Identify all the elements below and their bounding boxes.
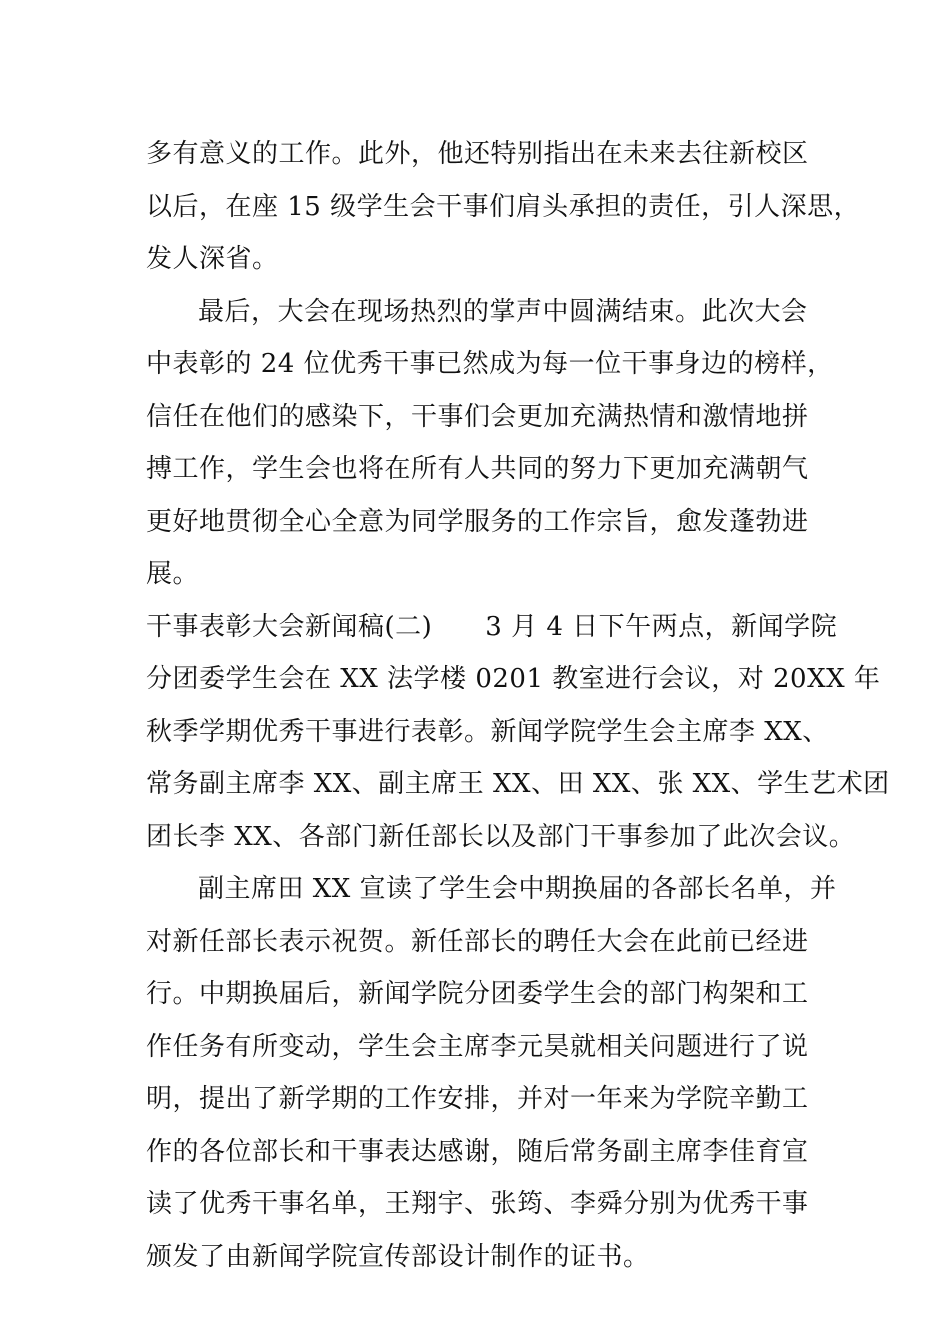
text-line: 秋季学期优秀干事进行表彰。新闻学院学生会主席李 XX、 xyxy=(146,716,829,747)
text-line: 对新任部长表示祝贺。新任部长的聘任大会在此前已经进 xyxy=(146,926,809,957)
text-line: 搏工作，学生会也将在所有人共同的努力下更加充满朝气 xyxy=(146,454,809,484)
text-line: 分团委学生会在 XX 法学楼 0201 教室进行会议，对 20XX 年 xyxy=(146,664,881,694)
text-line: 读了优秀干事名单，王翔宇、张筠、李舜分别为优秀干事 xyxy=(146,1189,809,1219)
text-line: 信任在他们的感染下，干事们会更加充满热情和激情地拼 xyxy=(146,401,809,432)
text-line: 中表彰的 24 位优秀干事已然成为每一位干事身边的榜样， xyxy=(146,349,834,379)
text-line: 作的各位部长和干事表达感谢，随后常务副主席李佳育宣 xyxy=(146,1136,809,1167)
section-heading-line: 干事表彰大会新闻稿(二) 3 月 4 日下午两点，新闻学院 xyxy=(146,611,838,642)
text-line: 多有意义的工作。此外，他还特别指出在未来去往新校区 xyxy=(146,139,809,169)
text-line: 作任务有所变动，学生会主席李元昊就相关问题进行了说 xyxy=(146,1031,809,1062)
text-line: 以后，在座 15 级学生会干事们肩头承担的责任，引人深思， xyxy=(146,191,861,222)
text-line: 明，提出了新学期的工作安排，并对一年来为学院辛勤工 xyxy=(146,1084,809,1114)
text-line: 颁发了由新闻学院宣传部设计制作的证书。 xyxy=(146,1241,650,1272)
text-line: 发人深省。 xyxy=(146,244,279,274)
text-line: 行。中期换届后，新闻学院分团委学生会的部门构架和工 xyxy=(146,979,809,1009)
paragraph-start-line: 最后，大会在现场热烈的掌声中圆满结束。此次大会 xyxy=(198,296,808,327)
article-body xyxy=(146,128,890,1283)
text-line: 常务副主席李 XX、副主席王 XX、田 XX、张 XX、学生艺术团 xyxy=(146,769,890,799)
text-line: 团长李 XX、各部门新任部长以及部门干事参加了此次会议。 xyxy=(146,821,856,852)
text-line: 更好地贯彻全心全意为同学服务的工作宗旨，愈发蓬勃进 xyxy=(146,506,809,537)
text-line: 展。 xyxy=(146,559,200,589)
paragraph-start-line: 副主席田 XX 宣读了学生会中期换届的各部长名单，并 xyxy=(198,874,837,904)
